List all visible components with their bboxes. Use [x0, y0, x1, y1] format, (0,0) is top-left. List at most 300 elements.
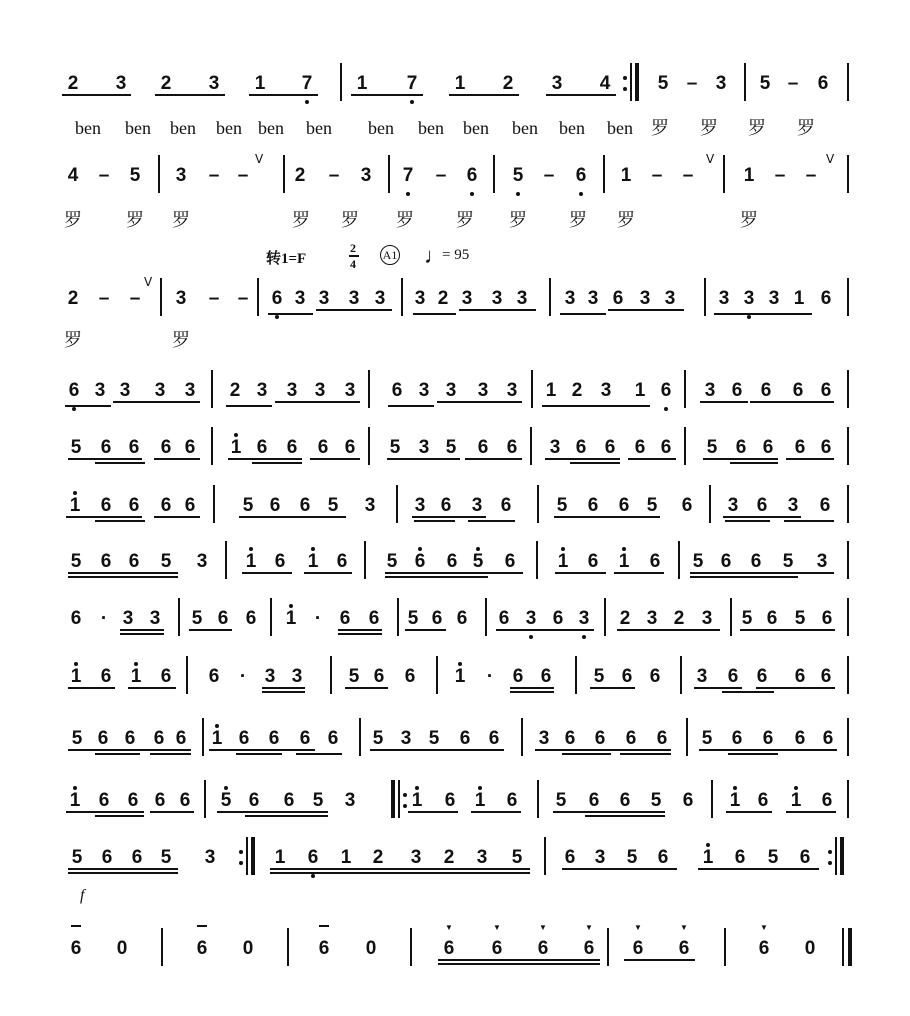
duration-underline	[252, 462, 302, 464]
note-digit: 3	[400, 728, 412, 749]
note-digit: 1	[340, 847, 352, 868]
note-digit: 7	[406, 73, 418, 94]
note-digit: 2	[229, 380, 241, 401]
note-digit: 6	[440, 495, 452, 516]
note-digit: 6	[506, 437, 518, 458]
note-digit: ·	[100, 608, 108, 629]
barline	[401, 278, 403, 316]
lyric-syllable: 罗	[64, 330, 82, 350]
note-digit: –	[328, 165, 340, 186]
breath-mark: V	[255, 152, 264, 166]
duration-underline	[555, 572, 606, 574]
duration-underline	[262, 687, 305, 689]
duration-underline	[236, 753, 282, 755]
note-digit: 1	[702, 847, 714, 868]
repeat-dot	[239, 861, 243, 865]
repeat-dot	[828, 850, 832, 854]
note-digit: 6	[196, 938, 208, 959]
low-octave-dot	[305, 100, 309, 104]
duration-underline	[268, 313, 313, 315]
note-digit: 6	[154, 790, 166, 811]
note-digit: 6	[820, 288, 832, 309]
note-digit: 5	[242, 495, 254, 516]
duration-underline	[728, 753, 778, 755]
note-digit: 5	[445, 437, 457, 458]
note-digit: 3	[506, 380, 518, 401]
note-digit: 1	[790, 790, 802, 811]
duration-underline	[262, 691, 305, 693]
note-digit: 3	[646, 608, 658, 629]
duration-underline	[68, 749, 191, 751]
note-digit: 6	[488, 728, 500, 749]
note-digit: 6	[794, 666, 806, 687]
duration-underline	[95, 815, 144, 817]
note-digit: 3	[768, 288, 780, 309]
note-digit: –	[208, 288, 220, 309]
lyric-syllable: ben	[125, 118, 151, 138]
note-digit: 5	[759, 73, 771, 94]
note-digit: 6	[274, 551, 286, 572]
note-digit: 6	[760, 380, 772, 401]
barline-thick	[251, 837, 255, 875]
lyric-syllable: ben	[170, 118, 196, 138]
barline	[397, 598, 399, 636]
duration-underline	[270, 872, 530, 874]
duration-underline	[209, 749, 315, 751]
barline	[842, 928, 844, 966]
high-octave-dot	[415, 786, 419, 790]
barline	[709, 485, 711, 523]
duration-underline	[624, 959, 695, 961]
note-digit: 5	[692, 551, 704, 572]
duration-underline	[370, 749, 504, 751]
duration-underline	[750, 401, 834, 403]
note-digit: 6	[821, 608, 833, 629]
barline	[359, 718, 361, 756]
low-octave-dot	[72, 407, 76, 411]
note-digit: 6	[656, 728, 668, 749]
duration-underline	[95, 753, 140, 755]
note-digit: 3	[149, 608, 161, 629]
tenuto-mark	[319, 925, 329, 927]
note-digit: 5	[782, 551, 794, 572]
key-change-label: 转1=F	[266, 251, 307, 267]
barline	[536, 541, 538, 579]
barline	[684, 427, 686, 465]
note-digit: 6	[731, 728, 743, 749]
barline	[368, 370, 370, 408]
note-digit: 3	[344, 790, 356, 811]
note-digit: 6	[819, 495, 831, 516]
note-digit: –	[805, 165, 817, 186]
duration-underline	[388, 405, 434, 407]
note-digit: 2	[619, 608, 631, 629]
note-digit: 3	[516, 288, 528, 309]
duration-underline	[316, 309, 392, 311]
note-digit: 6	[731, 380, 743, 401]
note-digit: 6	[299, 495, 311, 516]
duration-underline	[226, 405, 272, 407]
note-digit: 1	[545, 380, 557, 401]
lyric-syllable: 罗	[172, 330, 190, 350]
note-digit: 3	[414, 495, 426, 516]
lyric-syllable: 罗	[292, 210, 310, 230]
duration-underline	[496, 629, 594, 631]
note-digit: 2	[67, 73, 79, 94]
duration-underline	[585, 815, 665, 817]
note-digit: 5	[428, 728, 440, 749]
note-digit: 6	[491, 938, 503, 959]
note-digit: 5	[555, 790, 567, 811]
note-digit: 6	[678, 938, 690, 959]
barline	[730, 598, 732, 636]
note-digit: 3	[418, 380, 430, 401]
note-digit: 1	[474, 790, 486, 811]
duration-underline	[228, 458, 302, 460]
barline	[186, 656, 188, 694]
duration-underline	[438, 963, 600, 965]
note-digit: 3	[418, 437, 430, 458]
barline	[270, 598, 272, 636]
note-digit: 6	[431, 608, 443, 629]
note-digit: 3	[594, 847, 606, 868]
high-octave-dot	[622, 547, 626, 551]
breath-mark: V	[144, 275, 153, 289]
note-digit: 1	[454, 73, 466, 94]
barline	[603, 155, 605, 193]
barline	[847, 278, 849, 316]
barline	[287, 928, 289, 966]
barline	[211, 370, 213, 408]
note-digit: 3	[600, 380, 612, 401]
note-digit: –	[686, 73, 698, 94]
note-digit: 6	[727, 666, 739, 687]
lyric-syllable: 罗	[396, 210, 414, 230]
low-octave-dot	[747, 315, 751, 319]
barline	[847, 427, 849, 465]
note-digit: 2	[673, 608, 685, 629]
barline	[340, 63, 342, 101]
duration-underline	[68, 872, 178, 874]
note-digit: 1	[557, 551, 569, 572]
duration-underline	[438, 959, 600, 961]
barline	[396, 485, 398, 523]
barline	[202, 718, 204, 756]
note-digit: 1	[69, 790, 81, 811]
note-digit: 3	[491, 288, 503, 309]
note-digit: 3	[587, 288, 599, 309]
note-digit: 6	[540, 666, 552, 687]
note-digit: 6	[299, 728, 311, 749]
note-digit: 6	[238, 728, 250, 749]
barline	[485, 598, 487, 636]
note-digit: 6	[734, 847, 746, 868]
barline	[704, 278, 706, 316]
duration-underline	[786, 811, 836, 813]
duration-underline	[725, 520, 770, 522]
lyric-syllable: 罗	[509, 210, 527, 230]
note-digit: 6	[632, 938, 644, 959]
note-digit: 6	[307, 847, 319, 868]
breath-mark: V	[826, 152, 835, 166]
note-digit: 6	[101, 847, 113, 868]
barline	[398, 780, 400, 818]
note-digit: 6	[153, 728, 165, 749]
note-digit: 6	[506, 790, 518, 811]
duration-underline	[249, 94, 318, 96]
lyric-syllable: 罗	[341, 210, 359, 230]
note-digit: ·	[314, 608, 322, 629]
note-digit: –	[651, 165, 663, 186]
lyric-syllable: ben	[463, 118, 489, 138]
note-digit: 5	[511, 847, 523, 868]
note-digit: 5	[646, 495, 658, 516]
note-digit: –	[208, 165, 220, 186]
note-digit: 6	[70, 938, 82, 959]
duration-underline	[554, 516, 660, 518]
note-digit: –	[682, 165, 694, 186]
note-digit: 3	[344, 380, 356, 401]
note-digit: 3	[364, 495, 376, 516]
note-digit: 6	[822, 728, 834, 749]
barline	[847, 541, 849, 579]
duration-underline	[154, 458, 200, 460]
note-digit: 6	[766, 608, 778, 629]
barline	[847, 780, 849, 818]
duration-underline	[723, 516, 801, 518]
barline	[686, 718, 688, 756]
duration-underline	[275, 401, 360, 403]
note-digit: 1	[729, 790, 741, 811]
duration-underline	[296, 753, 342, 755]
high-octave-dot	[249, 547, 253, 551]
note-digit: 6	[794, 728, 806, 749]
note-digit: 3	[664, 288, 676, 309]
note-digit: 3	[122, 608, 134, 629]
high-octave-dot	[418, 547, 422, 551]
lyric-syllable: 罗	[700, 118, 718, 138]
lyric-syllable: 罗	[64, 210, 82, 230]
barline	[531, 370, 533, 408]
note-digit: 6	[756, 495, 768, 516]
accent-mark: ▼	[539, 923, 547, 932]
duration-underline	[437, 401, 522, 403]
note-digit: –	[787, 73, 799, 94]
high-octave-dot	[224, 786, 228, 790]
duration-underline	[617, 629, 720, 631]
repeat-dot	[828, 861, 832, 865]
duration-underline	[740, 629, 835, 631]
barline-thick	[391, 780, 395, 818]
duration-underline	[405, 629, 446, 631]
duration-underline	[620, 753, 671, 755]
time-signature-bottom: 4	[350, 257, 356, 271]
note-digit: 3	[154, 380, 166, 401]
note-digit: 6	[512, 666, 524, 687]
repeat-dot	[239, 850, 243, 854]
duration-underline	[471, 811, 521, 813]
note-digit: 6	[128, 437, 140, 458]
note-digit: 4	[599, 73, 611, 94]
tempo-value: = 95	[442, 247, 470, 263]
low-octave-dot	[579, 192, 583, 196]
lyric-syllable: 罗	[651, 118, 669, 138]
duration-underline	[553, 811, 665, 813]
note-digit: 6	[757, 790, 769, 811]
note-digit: 0	[242, 938, 254, 959]
lyric-syllable: 罗	[172, 210, 190, 230]
note-digit: 5	[701, 728, 713, 749]
duration-underline	[468, 520, 515, 522]
barline	[158, 155, 160, 193]
barline	[246, 837, 248, 875]
note-digit: –	[237, 165, 249, 186]
duration-underline	[590, 687, 635, 689]
repeat-dot	[623, 87, 627, 91]
note-digit: 3	[477, 380, 489, 401]
duration-underline	[535, 749, 671, 751]
note-digit: 6	[68, 380, 80, 401]
barline	[723, 155, 725, 193]
barline	[684, 370, 686, 408]
note-digit: 4	[67, 165, 79, 186]
barline	[744, 63, 746, 101]
note-digit: ·	[239, 666, 247, 687]
note-digit: 6	[443, 938, 455, 959]
note-digit: –	[774, 165, 786, 186]
note-digit: 6	[98, 790, 110, 811]
note-digit: 1	[274, 847, 286, 868]
note-digit: 6	[649, 551, 661, 572]
barline	[544, 837, 546, 875]
low-octave-dot	[410, 100, 414, 104]
note-digit: 3	[256, 380, 268, 401]
low-octave-dot	[275, 315, 279, 319]
note-digit: 0	[804, 938, 816, 959]
lyric-syllable: 罗	[456, 210, 474, 230]
note-digit: 6	[625, 728, 637, 749]
note-digit: 6	[318, 938, 330, 959]
note-digit: 6	[339, 608, 351, 629]
note-digit: 6	[391, 380, 403, 401]
note-digit: 6	[466, 165, 478, 186]
note-digit: 3	[175, 165, 187, 186]
note-digit: 6	[373, 666, 385, 687]
note-digit: 6	[217, 608, 229, 629]
duration-underline	[68, 868, 178, 870]
repeat-dot	[403, 793, 407, 797]
barline	[364, 541, 366, 579]
duration-underline	[545, 458, 620, 460]
note-digit: 3	[549, 437, 561, 458]
duration-underline	[338, 633, 382, 635]
barline	[847, 155, 849, 193]
note-digit: 6	[537, 938, 549, 959]
note-digit: 6	[269, 495, 281, 516]
barline	[537, 780, 539, 818]
tenuto-mark	[197, 925, 207, 927]
note-digit: 5	[160, 847, 172, 868]
high-octave-dot	[134, 662, 138, 666]
barline	[847, 485, 849, 523]
note-digit: 6	[735, 437, 747, 458]
note-digit: 3	[471, 495, 483, 516]
barline	[521, 718, 523, 756]
lyric-syllable: 罗	[740, 210, 758, 230]
note-digit: 6	[404, 666, 416, 687]
barline	[211, 427, 213, 465]
high-octave-dot	[476, 547, 480, 551]
duration-underline	[690, 576, 798, 578]
high-octave-dot	[561, 547, 565, 551]
note-digit: 6	[750, 551, 762, 572]
note-digit: 5	[386, 551, 398, 572]
barline	[368, 427, 370, 465]
note-digit: 6	[283, 790, 295, 811]
note-digit: 2	[502, 73, 514, 94]
note-digit: 6	[268, 728, 280, 749]
note-digit: 2	[294, 165, 306, 186]
note-digit: 5	[741, 608, 753, 629]
duration-underline	[387, 458, 460, 460]
barline	[257, 278, 259, 316]
low-octave-dot	[529, 635, 533, 639]
lyric-syllable: 罗	[569, 210, 587, 230]
barline	[410, 928, 412, 966]
note-digit: 7	[402, 165, 414, 186]
duration-underline	[570, 462, 620, 464]
low-octave-dot	[406, 192, 410, 196]
lyric-syllable: ben	[306, 118, 332, 138]
note-digit: –	[98, 165, 110, 186]
duration-underline	[628, 458, 676, 460]
barline	[388, 155, 390, 193]
accent-mark: ▼	[760, 923, 768, 932]
note-digit: 6	[124, 728, 136, 749]
note-digit: 6	[97, 728, 109, 749]
duration-underline	[154, 516, 200, 518]
note-digit: 6	[575, 165, 587, 186]
duration-underline	[155, 94, 225, 96]
note-digit: 3	[476, 847, 488, 868]
barline	[680, 656, 682, 694]
duration-underline	[245, 815, 328, 817]
barline	[847, 370, 849, 408]
duration-underline	[68, 572, 178, 574]
note-digit: 1	[411, 790, 423, 811]
high-octave-dot	[73, 491, 77, 495]
note-digit: 5	[70, 551, 82, 572]
note-digit: 5	[129, 165, 141, 186]
high-octave-dot	[73, 786, 77, 790]
note-digit: 0	[365, 938, 377, 959]
note-digit: 5	[220, 790, 232, 811]
low-octave-dot	[582, 635, 586, 639]
dynamic-forte: f	[80, 887, 85, 904]
duration-underline	[449, 94, 519, 96]
note-digit: 3	[551, 73, 563, 94]
barline	[549, 278, 551, 316]
duration-underline	[385, 572, 523, 574]
note-digit: 6	[612, 288, 624, 309]
duration-underline	[68, 687, 115, 689]
note-digit: 3	[816, 551, 828, 572]
note-digit: 6	[504, 551, 516, 572]
duration-underline	[66, 516, 142, 518]
note-digit: 6	[456, 608, 468, 629]
note-digit: 2	[67, 288, 79, 309]
note-digit: 6	[820, 380, 832, 401]
